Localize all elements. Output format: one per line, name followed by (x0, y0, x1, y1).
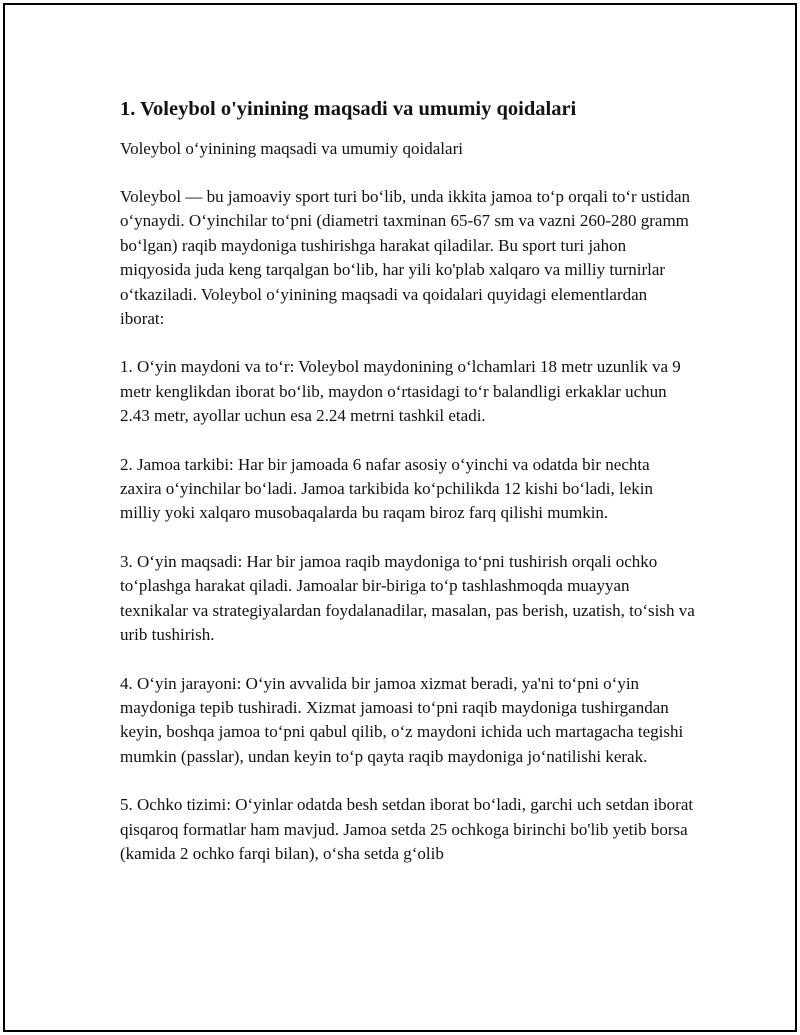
document-body (120, 95, 695, 866)
document-page (3, 3, 797, 1032)
document-subtitle: Voleybol o‘yinining maqsadi va umumiy qoidalari (120, 139, 463, 158)
intro-paragraph: Voleybol — bu jamoaviy sport turi bo‘lib, unda ikkita jamoa to‘p orqali to‘r ustidan o‘ynaydi. O‘yinchilar to‘pni (diametri taxminan 65-67 sm va vazni 260-280 gramm bo‘lgan) raqib maydoniga tushirishga harakat qiladilar. Bu sport turi jahon miqyosida juda keng tarqalgan bo‘lib, har yili ko'plab xalqaro va milliy turnirlar o‘tkaziladi. Voleybol o‘yinining maqsadi va qoidalari quyidagi elementlardan iborat: (120, 187, 691, 329)
paragraph-team-composition: 2. Jamoa tarkibi: Har bir jamoada 6 nafar asosiy o‘yinchi va odatda bir nechta zaxira o‘yinchilar bo‘ladi. Jamoa tarkibida ko‘pchilikda 12 kishi bo‘ladi, lekin milliy yoki xalqaro musobaqalarda bu raqam biroz farq qilishi mumkin. (120, 454, 653, 523)
page-title: 1. Voleybol o'yinining maqsadi va umumiy qoidalari (120, 98, 577, 120)
paragraph-game-process: 4. O‘yin jarayoni: O‘yin avvalida bir jamoa xizmat beradi, ya'ni to‘pni o‘yin maydoniga tepib tushiradi. Xizmat jamoasi to‘pni raqib maydoniga tushirgandan keyin, boshqa jamoa to‘pni qabul qilib, o‘z maydoni ichida uch martagacha tegishi mumkin (passlar), undan keyin to‘p qayta raqib maydoniga jo‘natilishi kerak. (120, 673, 684, 766)
paragraph-court-and-net: 1. O‘yin maydoni va to‘r: Voleybol maydonining o‘lchamlari 18 metr uzunlik va 9 metr kenglikdan iborat bo‘lib, maydon o‘rtasidagi to‘r balandligi erkaklar uchun 2.43 metr, ayollar uchun esa 2.24 metrni tashkil etadi. (120, 357, 681, 426)
paragraph-scoring-system: 5. Ochko tizimi: O‘yinlar odatda besh setdan iborat bo‘ladi, garchi uch setdan iborat qisqaroq formatlar ham mavjud. Jamoa setda 25 ochkoga birinchi bo'lib yetib borsa (kamida 2 ochko farqi bilan), o‘sha setda g‘olib (120, 795, 694, 863)
paragraph-game-objective: 3. O‘yin maqsadi: Har bir jamoa raqib maydoniga to‘pni tushirish orqali ochko to‘plashga harakat qiladi. Jamoalar bir-biriga to‘p tashlashmoqda muayyan texnikalar va strategiyalardan foydalanadilar, masalan, pas berish, uzatish, to‘sish va urib tushirish. (120, 551, 695, 645)
